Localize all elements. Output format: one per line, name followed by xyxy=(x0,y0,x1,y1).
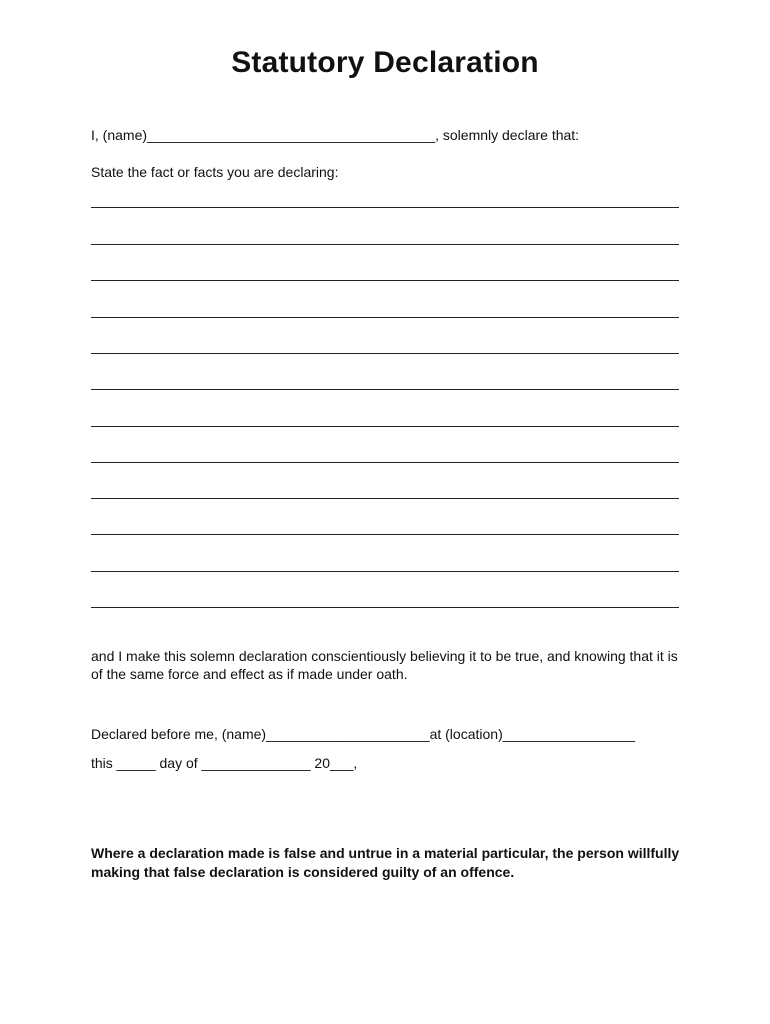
declaration-paragraph: and I make this solemn declaration conscientiously believing it to be true, and knowing that it is of the same force and effect as if made under oath. xyxy=(91,648,678,682)
fact-line-6[interactable] xyxy=(91,389,679,390)
facts-prompt: State the fact or facts you are declaring: xyxy=(91,164,339,180)
fact-line-4[interactable] xyxy=(91,317,679,318)
date-line[interactable]: this _____ day of ______________ 20___, xyxy=(91,755,358,771)
fact-line-7[interactable] xyxy=(91,426,679,427)
fact-line-1[interactable] xyxy=(91,207,679,208)
fact-line-11[interactable] xyxy=(91,571,679,572)
fact-line-3[interactable] xyxy=(91,280,679,281)
false-declaration-warning: Where a declaration made is false and untrue in a material particular, the person willfully making that false declaration is considered guilty of an offence. xyxy=(91,845,680,880)
fact-line-12[interactable] xyxy=(91,607,679,608)
fact-line-2[interactable] xyxy=(91,244,679,245)
fact-line-9[interactable] xyxy=(91,498,679,499)
name-line[interactable]: I, (name)_____________________________________, solemnly declare that: xyxy=(91,127,580,143)
fact-line-10[interactable] xyxy=(91,534,679,535)
fact-line-8[interactable] xyxy=(91,462,679,463)
declared-before-line[interactable]: Declared before me, (name)_____________________at (location)_________________ xyxy=(91,726,636,742)
fact-line-5[interactable] xyxy=(91,353,679,354)
page-title: Statutory Declaration xyxy=(231,46,539,79)
